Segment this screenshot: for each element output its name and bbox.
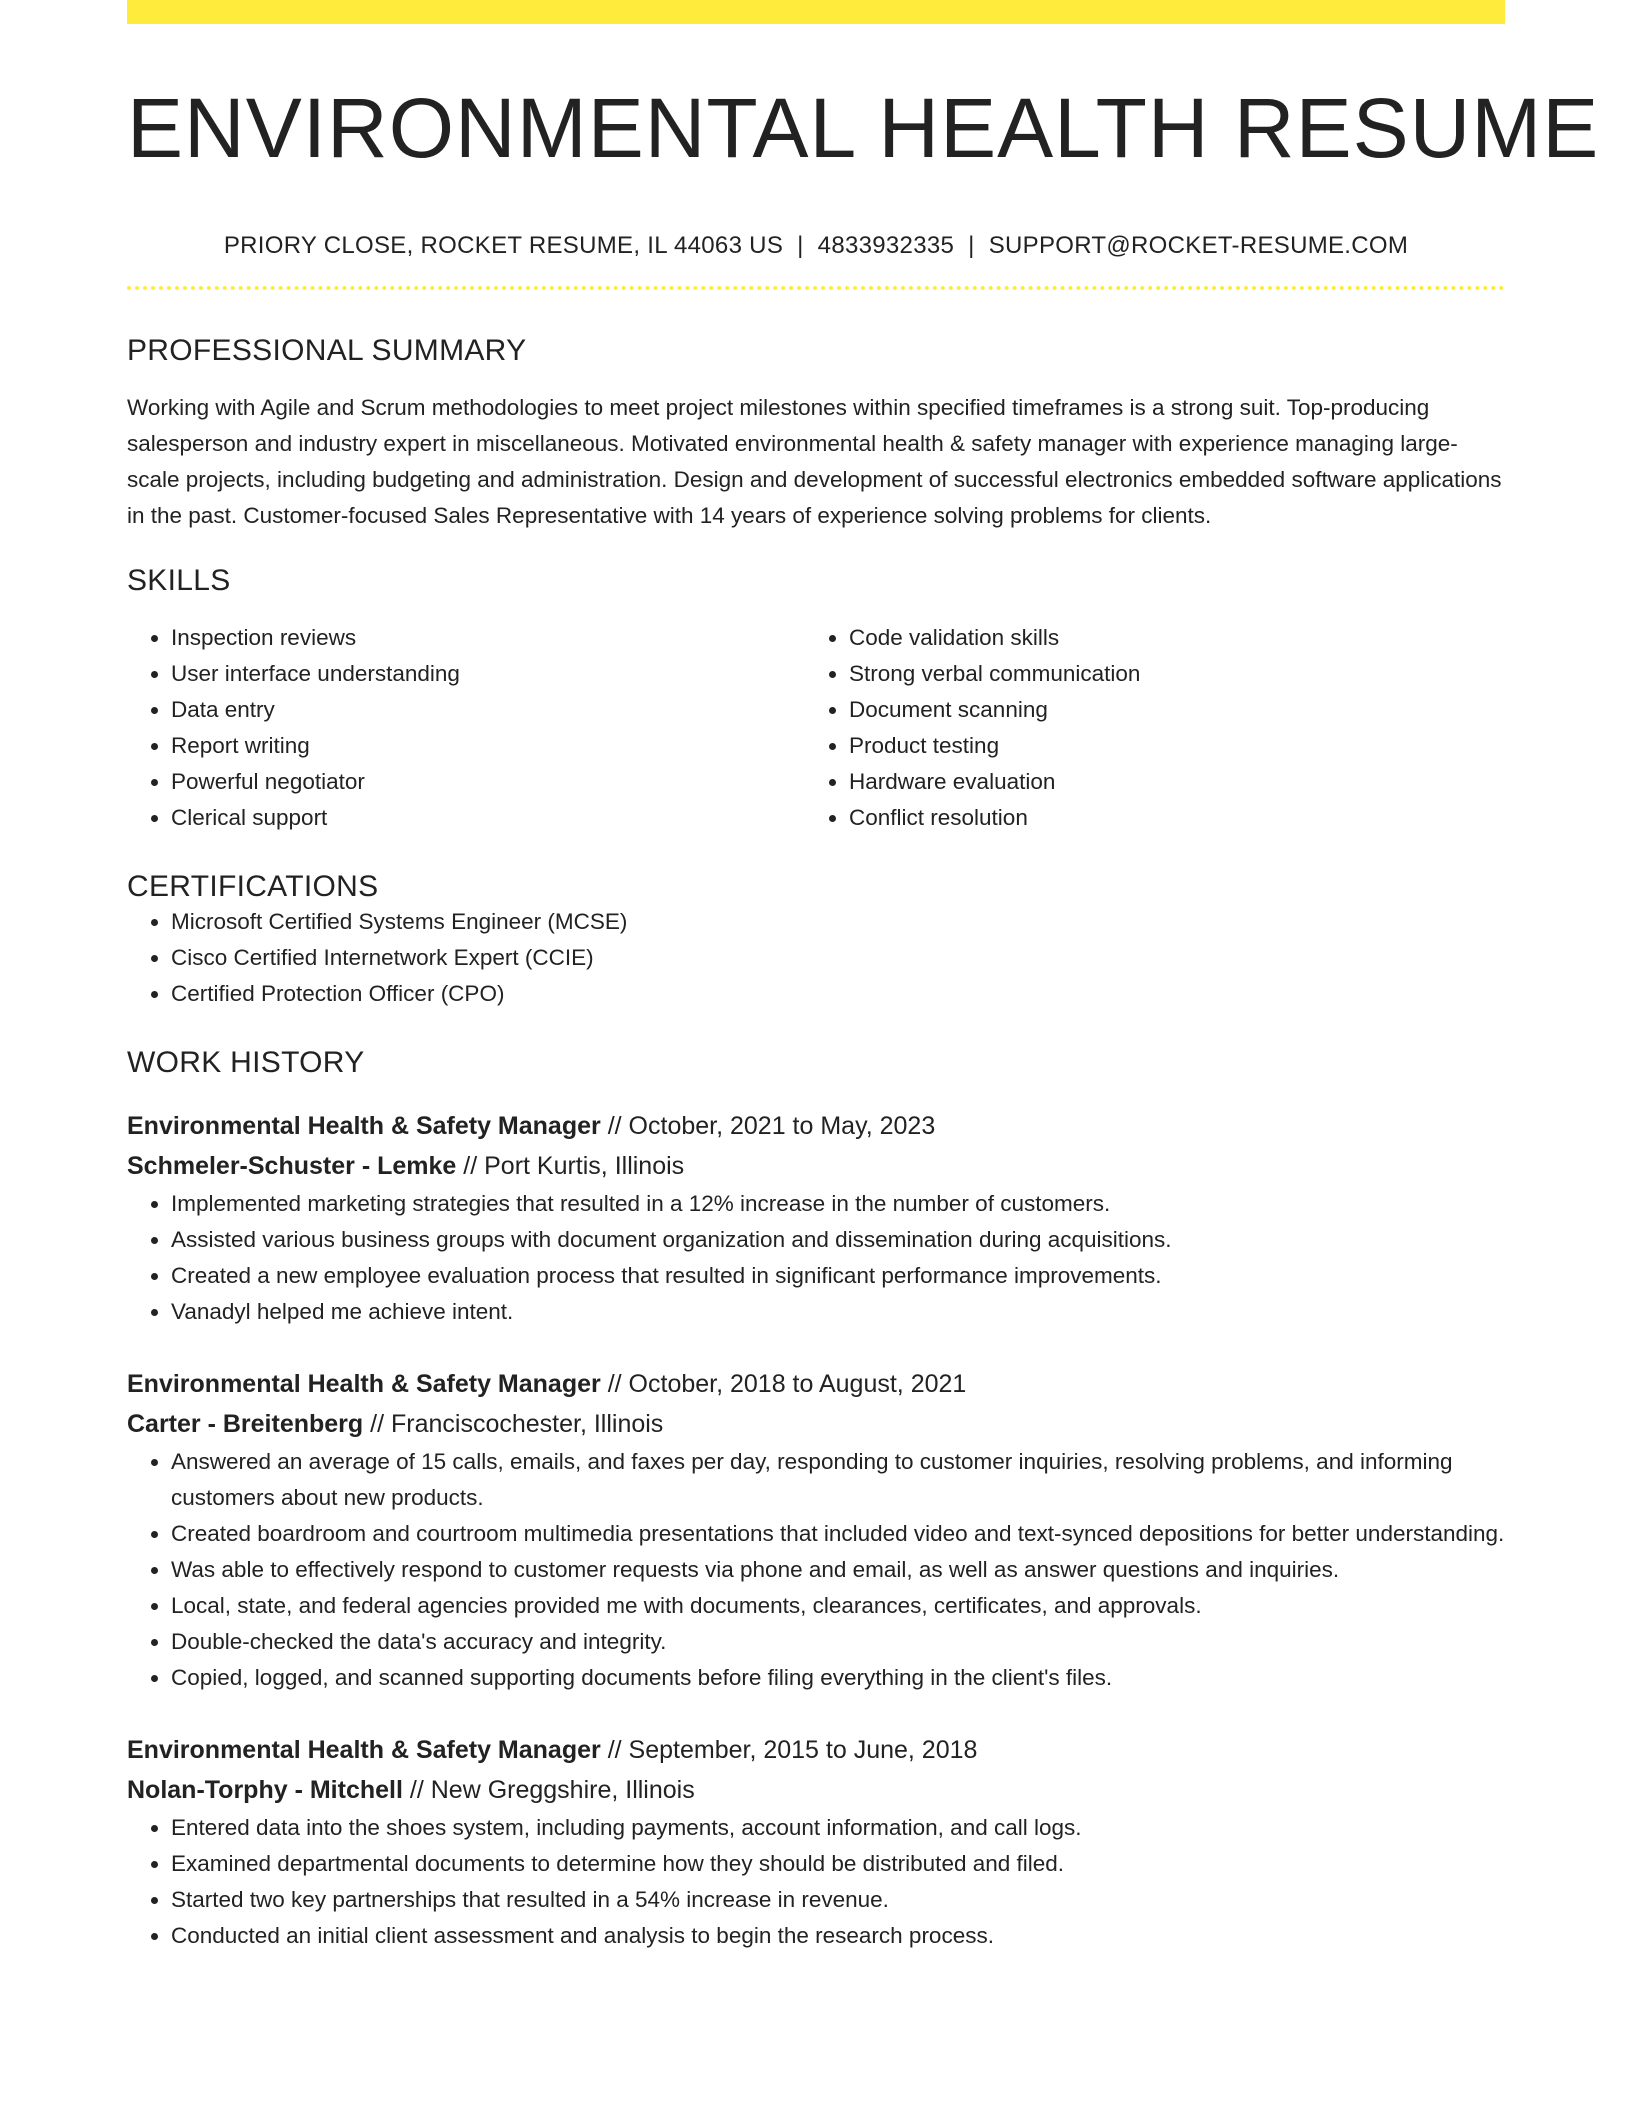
job-bullet: • Was able to effectively respond to customer requests via phone and email, as well as answer questions and inquiries.: [171, 1552, 1505, 1588]
skills-left-column: [127, 620, 805, 836]
skill-item: • Report writing: [171, 728, 805, 764]
job-bullet: • Conducted an initial client assessment and analysis to begin the research process.: [171, 1918, 1505, 1954]
job-title-line: [127, 1364, 1505, 1404]
job-dates: October, 2021 to May, 2023: [628, 1112, 936, 1141]
job-bullet: • Started two key partnerships that resulted in a 54% increase in revenue.: [171, 1882, 1505, 1918]
job-role: Environmental Health & Safety Manager: [127, 1370, 601, 1399]
skill-item: • Conflict resolution: [849, 800, 1483, 836]
job-company: Schmeler-Schuster - Lemke: [127, 1152, 457, 1181]
certification-item: • Certified Protection Officer (CPO): [171, 976, 1505, 1012]
job-bullet: • Vanadyl helped me achieve intent.: [171, 1294, 1505, 1330]
summary-heading: PROFESSIONAL SUMMARY: [127, 334, 527, 368]
job-separator: //: [607, 1370, 622, 1399]
job-bullet: • Local, state, and federal agencies provided me with documents, clearances, certificates, and approvals.: [171, 1588, 1505, 1624]
job-role: Environmental Health & Safety Manager: [127, 1112, 601, 1141]
resume-page: [127, 0, 1600, 1954]
contact-email[interactable]: SUPPORT@ROCKET-RESUME.COM: [988, 232, 1409, 260]
job-company: Carter - Breitenberg: [127, 1410, 364, 1439]
contact-phone[interactable]: 4833932335: [817, 232, 955, 260]
job-entry: [127, 1106, 1505, 1330]
job-company-line: [127, 1404, 1505, 1444]
skills-heading: SKILLS: [127, 564, 231, 598]
job-dates: October, 2018 to August, 2021: [628, 1370, 967, 1399]
job-bullet: • Answered an average of 15 calls, emails, and faxes per day, responding to customer inquiries, resolving problems, and informing customers about new products.: [171, 1444, 1505, 1516]
certification-item: • Microsoft Certified Systems Engineer (MCSE): [171, 904, 1505, 940]
job-separator: //: [463, 1152, 478, 1181]
skill-item: • Document scanning: [849, 692, 1483, 728]
contact-separator: |: [797, 232, 804, 260]
job-bullet: • Entered data into the shoes system, including payments, account information, and call logs.: [171, 1810, 1505, 1846]
contact-address: PRIORY CLOSE, ROCKET RESUME, IL 44063 US: [223, 232, 784, 260]
skills-grid: [127, 620, 1505, 836]
skill-item: • Hardware evaluation: [849, 764, 1483, 800]
job-dates: September, 2015 to June, 2018: [628, 1736, 978, 1765]
job-location: Port Kurtis, Illinois: [484, 1152, 685, 1181]
top-accent-bar: [127, 0, 1505, 24]
job-entry: [127, 1730, 1505, 1954]
certification-item: • Cisco Certified Internetwork Expert (CCIE): [171, 940, 1505, 976]
skills-right-list: [805, 620, 1483, 836]
job-separator: //: [607, 1112, 622, 1141]
certifications-list: [127, 904, 1505, 1012]
skill-item: • Data entry: [171, 692, 805, 728]
job-bullet: • Double-checked the data's accuracy and integrity.: [171, 1624, 1505, 1660]
job-bullet: • Created a new employee evaluation process that resulted in significant performance improvements.: [171, 1258, 1505, 1294]
skill-item: • Clerical support: [171, 800, 805, 836]
job-bullet: • Examined departmental documents to determine how they should be distributed and filed.: [171, 1846, 1505, 1882]
summary-text: Working with Agile and Scrum methodologies to meet project milestones within specified timeframes is a strong suit. Top-producing salesperson and industry expert in miscellaneous. Motivated environmental health & safety manager with experience managing large-scale projects, including budgeting and administration. Design and development of successful electronics embedded software applications in the past. Customer-focused Sales Representative with 14 years of experience solving problems for clients.: [127, 395, 1502, 529]
job-title-line: [127, 1106, 1505, 1146]
job-location: New Greggshire, Illinois: [430, 1776, 695, 1805]
contact-separator: |: [968, 232, 975, 260]
skill-item: • Code validation skills: [849, 620, 1483, 656]
job-entry: [127, 1364, 1505, 1696]
job-separator: //: [409, 1776, 424, 1805]
job-bullet: • Created boardroom and courtroom multimedia presentations that included video and text-synced depositions for better understanding.: [171, 1516, 1505, 1552]
job-role: Environmental Health & Safety Manager: [127, 1736, 601, 1765]
certifications-heading: CERTIFICATIONS: [127, 870, 379, 904]
job-separator: //: [370, 1410, 385, 1439]
skill-item: • Strong verbal communication: [849, 656, 1483, 692]
skills-left-list: [127, 620, 805, 836]
skills-right-column: [805, 620, 1483, 836]
job-separator: //: [607, 1736, 622, 1765]
job-title-line: [127, 1730, 1505, 1770]
job-location: Franciscochester, Illinois: [390, 1410, 664, 1439]
job-company: Nolan-Torphy - Mitchell: [127, 1776, 403, 1805]
skill-item: • Inspection reviews: [171, 620, 805, 656]
skill-item: • User interface understanding: [171, 656, 805, 692]
skill-item: • Powerful negotiator: [171, 764, 805, 800]
job-bullet: • Assisted various business groups with document organization and dissemination during acquisitions.: [171, 1222, 1505, 1258]
job-bullet-list: [127, 1810, 1505, 1954]
resume-name: ENVIRONMENTAL HEALTH RESUME: [127, 81, 1600, 175]
work-history-heading: WORK HISTORY: [127, 1046, 365, 1080]
dotted-divider: [127, 286, 1505, 290]
job-company-line: [127, 1146, 1505, 1186]
skill-item: • Product testing: [849, 728, 1483, 764]
job-bullet-list: [127, 1444, 1505, 1696]
contact-line: [127, 232, 1505, 260]
job-bullet-list: [127, 1186, 1505, 1330]
job-company-line: [127, 1770, 1505, 1810]
job-bullet: • Implemented marketing strategies that resulted in a 12% increase in the number of customers.: [171, 1186, 1505, 1222]
job-bullet: • Copied, logged, and scanned supporting documents before filing everything in the client's files.: [171, 1660, 1505, 1696]
